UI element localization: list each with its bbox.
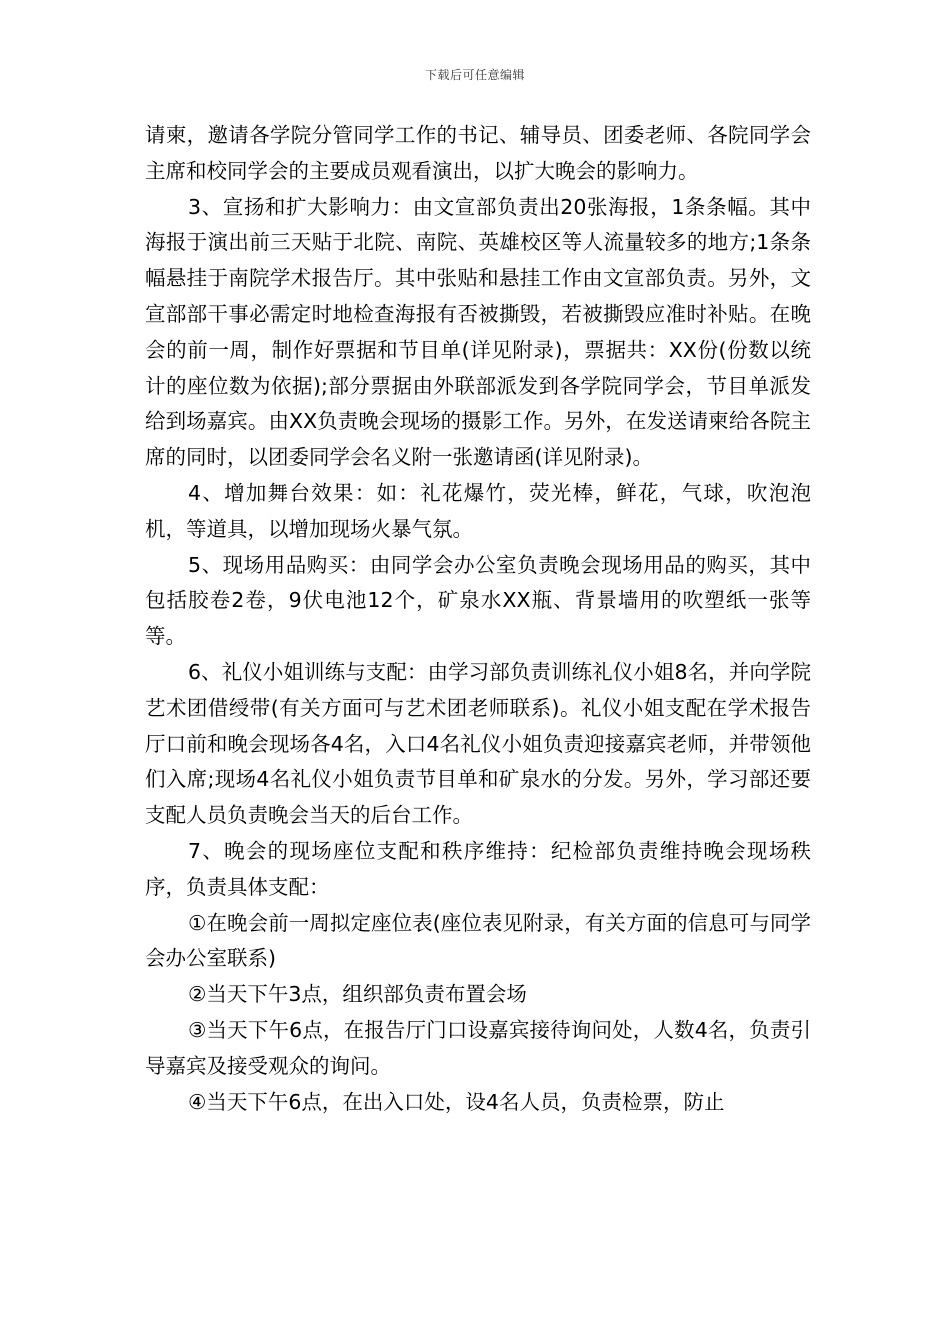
paragraph-seating-order: 7、晚会的现场座位支配和秩序维持：纪检部负责维持晚会现场秩序，负责具体支配： (145, 838, 811, 899)
paragraph-invitation: 请柬，邀请各学院分管同学工作的书记、辅导员、团委老师、各院同学会主席和校同学会的主要成员观看演出，以扩大晚会的影响力。 (145, 123, 811, 183)
paragraph-item-3: ③当天下午6点，在报告厅门口设嘉宾接待询问处，人数4名，负责引导嘉宾及接受观众的询问。 (145, 1017, 811, 1078)
document-body (145, 118, 811, 1120)
paragraph-stage-effects: 4、增加舞台效果：如：礼花爆竹，荧光棒，鲜花，气球，吹泡泡机，等道具，以增加现场火暴气氛。 (145, 480, 811, 541)
paragraph-item-1: ①在晚会前一周拟定座位表(座位表见附录，有关方面的信息可与同学会办公室联系) (145, 910, 811, 971)
paragraph-item-2: ②当天下午3点，组织部负责布置会场 (188, 982, 527, 1007)
paragraph-publicity: 3、宣扬和扩大影响力：由文宣部负责出20张海报，1条条幅。其中海报于演出前三天贴于北院、南院、英雄校区等人流量较多的地方;1条条幅悬挂于南院学术报告厅。其中张贴和悬挂工作由文宣部负责。另外，文宣部部干事必需定时地检查海报有否被撕毁，若被撕毁应准时补贴。在晚会的前一周，制作好票据和节目单(详见附录)，票据共：XX份(份数以统计的座位数为依据);部分票据由外联部派发到各学院同学会，节目单派发给到场嘉宾。由XX负责晚会现场的摄影工作。另外，在发送请柬给各院主席的同时，以团委同学会名义附一张邀请函(详见附录)。 (145, 194, 811, 470)
paragraph-supplies: 5、现场用品购买：由同学会办公室负责晚会现场用品的购买，其中包括胶卷2卷，9伏电池12个，矿泉水XX瓶、背景墙用的吹塑纸一张等等。 (145, 552, 811, 649)
paragraph-etiquette: 6、礼仪小姐训练与支配：由学习部负责训练礼仪小姐8名，并向学院艺术团借绶带(有关方面可与艺术团老师联系)。礼仪小姐支配在学术报告厅口前和晚会现场各4名，入口4名礼仪小姐负责迎接嘉宾老师，并带领他们入席;现场4名礼仪小姐负责节目单和矿泉水的分发。另外，学习部还要支配人员负责晚会当天的后台工作。 (145, 659, 811, 828)
paragraph-item-4: ④当天下午6点，在出入口处，设4名人员，负责检票，防止 (188, 1089, 725, 1114)
page-header: 下载后可任意编辑 (424, 68, 525, 82)
